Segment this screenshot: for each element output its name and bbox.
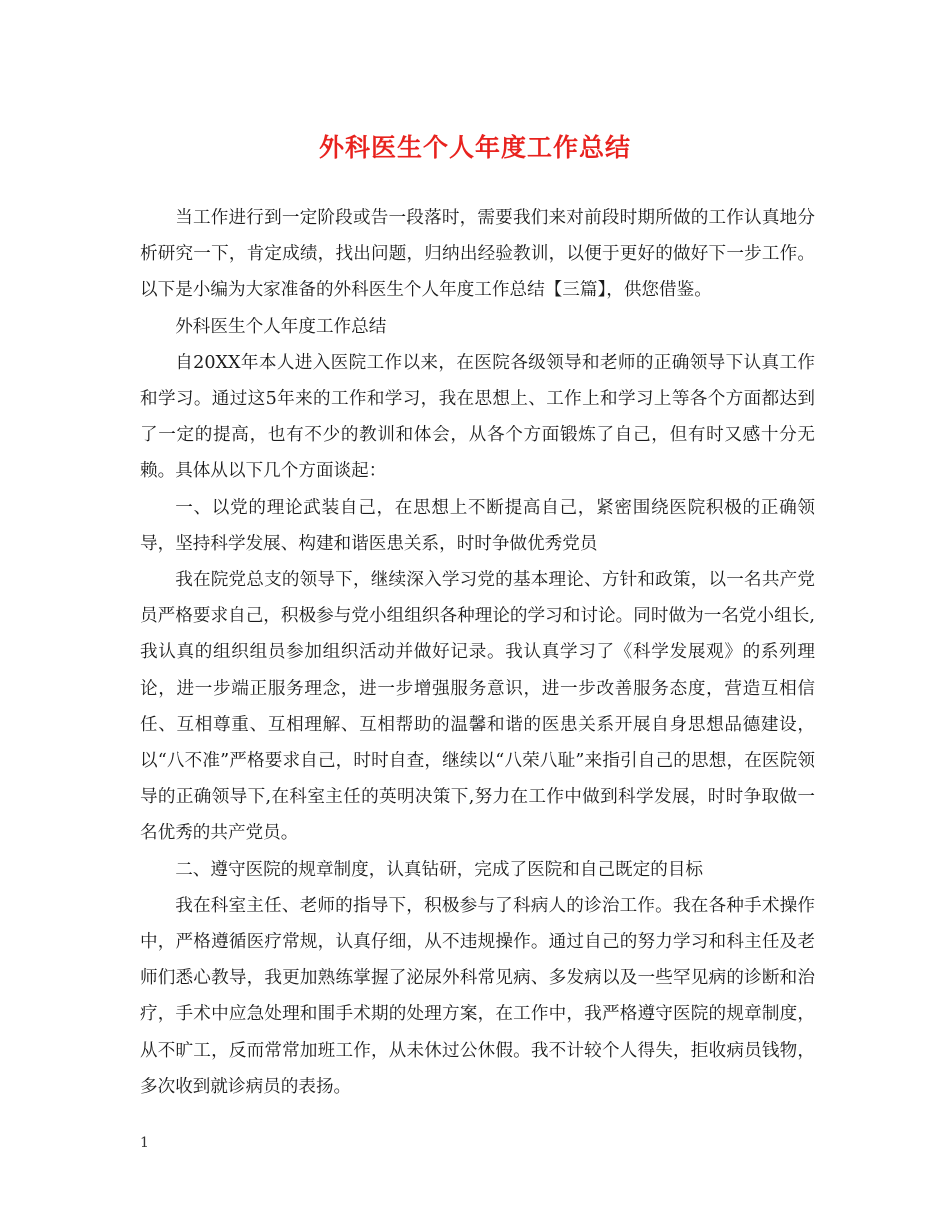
section-heading: 外科医生个人年度工作总结 xyxy=(175,316,387,337)
document-body xyxy=(140,200,815,1105)
body-paragraph: 我在院党总支的领导下，继续深入学习党的基本理论、方针和政策，以一名共产党员严格要求自己，积极参与党小组组织各种理论的学习和讨论。同时做为一名党小组长,我认真的组织组员参加组织活动并做好记录。我认真学习了《科学发展观》的系列理论，进一步端正服务理念，进一步增强服务意识，进一步改善服务态度，营造互相信任、互相尊重、互相理解、互相帮助的温馨和谐的医患关系开展自身思想品德建设，以“八不准”严格要求自己，时时自查，继续以“八荣八耻”来指引自己的思想，在医院领导的正确领导下,在科室主任的英明决策下,努力在工作中做到科学发展，时时争取做一名优秀的共产党员。 xyxy=(140,570,815,844)
document-title: 外科医生个人年度工作总结 xyxy=(318,133,631,162)
body-paragraph: 我在科室主任、老师的指导下，积极参与了科病人的诊治工作。我在各种手术操作中，严格遵循医疗常规，认真仔细，从不违规操作。通过自己的努力学习和科主任及老师们悉心教导，我更加熟练掌握了泌尿外科常见病、多发病以及一些罕见病的诊断和治疗，手术中应急处理和围手术期的处理方案，在工作中，我严格遵守医院的规章制度，从不旷工，反而常常加班工作，从未休过公休假。我不计较个人得失，拒收病员钱物，多次收到就诊病员的表扬。 xyxy=(140,895,815,1097)
body-paragraph: 自20XX年本人进入医院工作以来，在医院各级领导和老师的正确领导下认真工作和学习。通过这5年来的工作和学习，我在思想上、工作上和学习上等各个方面都达到了一定的提高，也有不少的教训和体会，从各个方面锻炼了自己，但有时又感十分无赖。具体从以下几个方面谈起： xyxy=(140,352,815,482)
point-two-heading: 二、遵守医院的规章制度，认真钻研，完成了医院和自己既定的目标 xyxy=(175,859,704,880)
intro-paragraph: 当工作进行到一定阶段或告一段落时，需要我们来对前段时期所做的工作认真地分析研究一下，肯定成绩，找出问题，归纳出经验教训，以便于更好的做好下一步工作。以下是小编为大家准备的外科医生个人年度工作总结【三篇】，供您借鉴。 xyxy=(140,208,815,301)
page-number: 1 xyxy=(140,1135,149,1151)
point-one-heading: 一、以党的理论武装自己，在思想上不断提高自己，紧密围绕医院积极的正确领导，坚持科学发展、构建和谐医患关系，时时争做优秀党员 xyxy=(140,497,815,554)
